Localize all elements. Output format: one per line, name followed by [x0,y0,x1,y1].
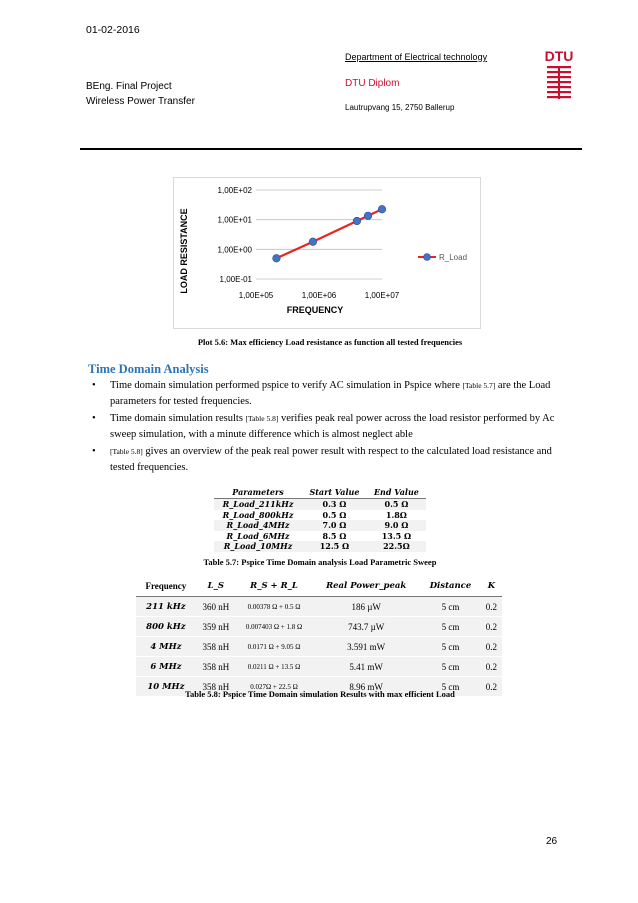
y-tick-label: 1,00E-01 [219,275,252,284]
table-row: 6 MHz 358 nH 0.0211 Ω + 13.5 Ω 5.41 mW 5 cm 0.2 [136,657,502,677]
table-row: R_Load_800kHz 0.5 Ω 1.8Ω [222,509,407,520]
col-header: Real Power_peak [312,576,420,597]
header-institution: DTU Diplom [345,78,400,89]
data-point [273,254,281,262]
table-row: 4 MHz 358 nH 0.0171 Ω + 9.05 Ω 3.591 mW 5 cm 0.2 [136,637,502,657]
page-number: 26 [546,836,558,847]
y-tick-label: 1,00E+00 [217,245,252,255]
bullet-list [88,378,558,477]
header-address: Lautrupvang 15, 2750 Ballerup [345,103,455,112]
bullet-item: • [Table 5.8] gives an overview of the peak real power result with respect to the calculated load resistance and tested frequencies. [88,444,558,475]
header-department: Department of Electrical technology [345,52,488,62]
dtu-logo [545,46,573,104]
simulation-results-table [136,576,502,697]
table-row: R_Load_211kHz 0.3 Ω 0.5 Ω [214,499,426,510]
chart-legend [418,253,467,262]
bullet-item: • Time domain simulation results [Table 5.8] verifies peak real power across the load resistor performed by Ac sweep simulation, with a minute difference which is almost neglect able [88,411,558,442]
legend-label: R_Load [439,253,468,262]
col-header: L_S [196,576,236,597]
y-tick-label: 1,00E+02 [217,186,252,195]
table-reference: [Table 5.8] [245,414,279,423]
chart-gridlines [256,190,382,279]
header-date: 01-02-2016 [86,24,140,36]
data-point [364,212,372,220]
x-tick-labels [239,291,400,300]
table-row: 211 kHz 360 nH 0.00378 Ω + 0.5 Ω 186 µW 5 cm 0.2 [136,597,502,617]
table-row: R_Load_6MHz 8.5 Ω 13.5 Ω [226,530,412,541]
col-header: Parameters [214,486,302,499]
data-point [353,217,361,225]
table-5-8-caption: Table 5.8: Pspice Time Domain simulation Results with max efficient Load [185,689,455,699]
table-reference: [Table 5.7] [462,381,496,390]
y-tick-labels [218,186,253,284]
table-5-7-caption: Table 5.7: Pspice Time Domain analysis Load Parametric Sweep [203,557,437,567]
col-header: K [481,576,502,597]
data-point [378,205,386,213]
x-tick-label: 1,00E+07 [364,291,400,300]
header-rule [80,148,582,150]
dtu-logo-text: DTU [545,48,573,64]
project-line-1: BEng. Final Project [86,81,172,92]
y-axis-title: LOAD RESISTANCE [179,208,189,294]
plot-caption: Plot 5.6: Max efficiency Load resistance as function all tested frequencies [197,337,463,347]
x-tick-label: 1,00E+06 [301,291,337,300]
load-resistance-chart [173,177,481,329]
table-row: 10 MHz 358 nH 0.027Ω + 22.5 Ω 8.96 mW 5 cm 0.2 [136,677,502,697]
table-header-row [136,576,502,597]
table-header-row [214,486,426,499]
chart-svg [174,178,480,328]
x-tick-label: 1,00E+05 [238,291,274,300]
col-header: Distance [420,576,481,597]
table-row: 800 kHz 359 nH 0.007403 Ω + 1.8 Ω 743.7 µW 5 cm 0.2 [136,617,502,637]
data-point [309,238,317,246]
project-line-2: Wireless Power Transfer [86,96,195,107]
series-layer [273,205,386,262]
legend-marker [424,254,431,261]
col-header: End Value [367,486,426,499]
table-reference: [Table 5.8] [110,447,143,456]
x-axis-title: FREQUENCY [286,305,344,315]
bullet-item: • Time domain simulation performed pspice to verify AC simulation in Pspice where [Table 5.7] are the Load parameters for tested frequencies. [88,378,558,409]
col-header: Frequency [136,576,196,597]
section-heading: Time Domain Analysis [88,362,209,376]
col-header: R_S + R_L [236,576,312,597]
table-row: R_Load_4MHz 7.0 Ω 9.0 Ω [214,520,426,531]
col-header: Start Value [302,486,367,499]
table-row: R_Load_10MHz 12.5 Ω 22.5Ω [214,541,426,552]
load-parameter-table [214,486,426,552]
y-tick-label: 1,00E+01 [217,215,252,225]
header-project [86,79,195,109]
